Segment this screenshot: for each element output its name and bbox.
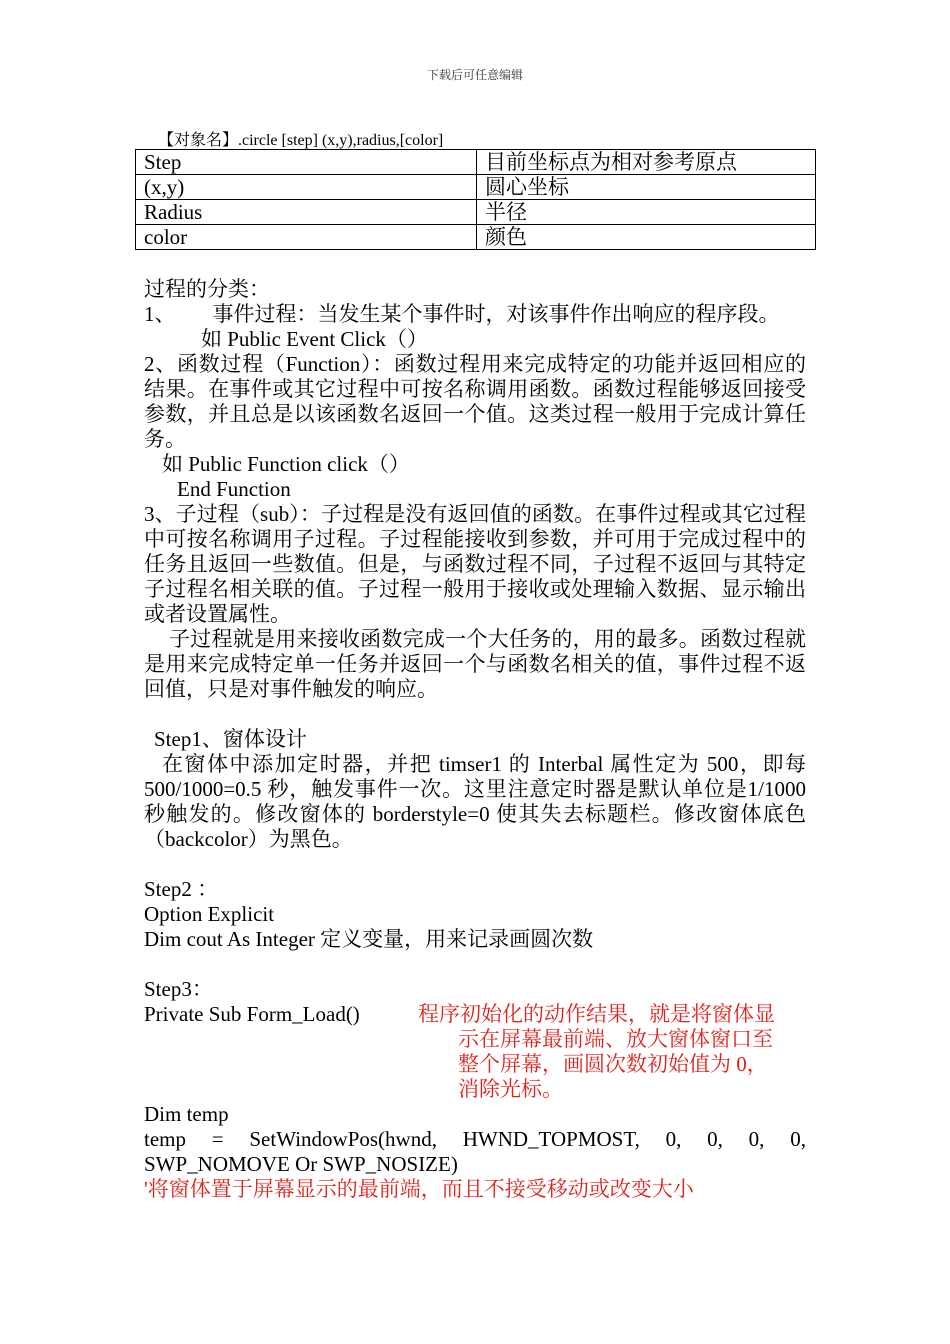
code-token: 0, — [707, 1127, 723, 1151]
code-token: temp — [144, 1127, 186, 1151]
code-line: Dim cout As Integer 定义变量，用来记录画圆次数 — [144, 927, 594, 951]
code-line — [144, 1127, 806, 1152]
circle-syntax: 【对象名】.circle [step] (x,y),radius,[color] — [158, 132, 444, 149]
param-name: (x,y) — [136, 175, 477, 200]
code-line: Private Sub Form_Load() — [144, 1002, 360, 1026]
params-table — [135, 149, 816, 250]
section-heading: Step3： — [144, 977, 213, 1001]
document-body — [144, 277, 806, 1202]
param-name: Radius — [136, 200, 477, 225]
code-token: HWND_TOPMOST, — [462, 1127, 640, 1151]
comment-line: 整个屏幕，画圆次数初始值为 0， — [458, 1052, 768, 1076]
code-comment — [418, 1002, 806, 1102]
param-desc: 圆心坐标 — [477, 175, 816, 200]
paragraph: 2、函数过程（Function）：函数过程用来完成特定的功能并返回相应的结果。在事件或其它过程中可按名称调用函数。函数过程能够返回接受参数，并且总是以该函数名返回一个值。这类过程一般用于完成计算任务。 — [144, 352, 806, 451]
code-with-comment — [144, 1002, 806, 1102]
code-token: 0, — [790, 1127, 806, 1151]
list-number: 1、 — [144, 302, 176, 326]
table-row — [136, 225, 816, 250]
code-example: 如 Public Event Click（） — [201, 327, 428, 351]
code-line: Option Explicit — [144, 902, 275, 926]
param-name: Step — [136, 150, 477, 175]
param-desc: 颜色 — [477, 225, 816, 250]
paragraph: 子过程就是用来接收函数完成一个大任务的，用的最多。函数过程就是用来完成特定单一任务并返回一个与函数名相关的值，事件过程不返回值，只是对事件触发的响应。 — [144, 627, 806, 701]
code-example: End Function — [177, 477, 291, 501]
paragraph: 3、子过程（sub）：子过程是没有返回值的函数。在事件过程或其它过程中可按名称调用子过程。子过程能接收到参数，并可用于完成过程中的任务且返回一些数值。但是，与函数过程不同，子过程不返回与其特定子过程名相关联的值。子过程一般用于接收或处理输入数据、显示输出或者设置属性。 — [144, 502, 806, 626]
code-token: = — [211, 1127, 224, 1151]
code-example: 如 Public Function click（） — [162, 452, 410, 476]
section-heading: Step1、窗体设计 — [154, 727, 307, 751]
param-desc: 目前坐标点为相对参考原点 — [477, 150, 816, 175]
param-name: color — [136, 225, 477, 250]
list-text: 事件过程：当发生某个事件时，对该事件作出响应的程序段。 — [212, 302, 780, 326]
table-row — [136, 150, 816, 175]
param-desc: 半径 — [477, 200, 816, 225]
table-row — [136, 200, 816, 225]
section-heading: 过程的分类： — [144, 277, 270, 301]
table-row — [136, 175, 816, 200]
section-heading: Step2 ： — [144, 877, 219, 901]
list-item — [144, 302, 806, 327]
paragraph: 在窗体中添加定时器，并把 timser1 的 Interbal 属性定为 500，即每500/1000=0.5 秒，触发事件一次。这里注意定时器是默认单位是1/1000 秒触发的。修改窗体的 borderstyle=0 使其失去标题栏。修改窗体底色（backcolor）为黑色。 — [144, 752, 806, 851]
code-token: SetWindowPos(hwnd, — [249, 1127, 437, 1151]
comment-line: 示在屏幕最前端、放大窗体窗口至 — [458, 1027, 773, 1051]
code-comment: '将窗体置于屏幕显示的最前端，而且不接受移动或改变大小 — [144, 1177, 694, 1201]
code-token: 0, — [665, 1127, 682, 1151]
code-token: 0, — [748, 1127, 765, 1151]
page-header: 下载后可任意编辑 — [426, 68, 523, 82]
code-line: Dim temp — [144, 1102, 229, 1126]
code-line: SWP_NOMOVE Or SWP_NOSIZE) — [144, 1152, 458, 1176]
comment-line: 程序初始化的动作结果，就是将窗体显 — [418, 1002, 775, 1026]
comment-line: 消除光标。 — [458, 1077, 563, 1101]
